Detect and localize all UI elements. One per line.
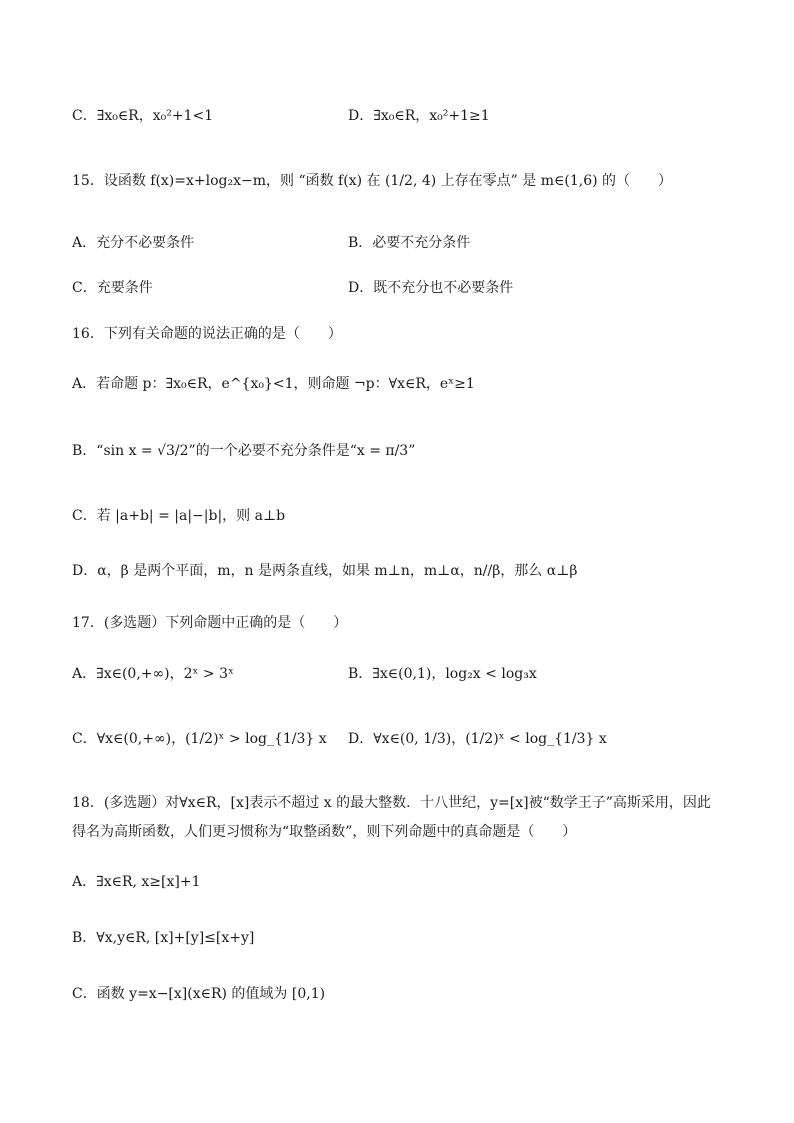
q17-option-c: C．∀x∈(0,+∞)，(1/2)ˣ > log_{1/3} x <box>72 731 327 747</box>
q15-option-c: C．充要条件 <box>72 280 153 296</box>
q14-option-c: C．∃x₀∈R，x₀²+1<1 <box>72 108 214 124</box>
q18-option-a: A．∃x∈R, x≥[x]+1 <box>72 874 201 890</box>
q17-option-a: A．∃x∈(0,+∞)，2ˣ > 3ˣ <box>72 666 234 682</box>
q17-option-d: D．∀x∈(0, 1/3)，(1/2)ˣ < log_{1/3} x <box>348 731 607 747</box>
q18-option-b: B．∀x,y∈R, [x]+[y]≤[x+y] <box>72 930 255 946</box>
q18-stem-line2: 得名为高斯函数，人们更习惯称为“取整函数”，则下列命题中的真命题是（ ） <box>72 824 577 840</box>
q16-option-b: B．“sin x = √3/2”的一个必要不充分条件是“x = π/3” <box>72 443 416 459</box>
q16-option-a: A．若命题 p：∃x₀∈R，e^{x₀}<1，则命题 ¬p：∀x∈R，eˣ≥1 <box>72 376 475 392</box>
q15-option-a: A．充分不必要条件 <box>72 235 195 251</box>
q14-option-d: D．∃x₀∈R，x₀²+1≥1 <box>348 108 490 124</box>
q15-option-b: B．必要不充分条件 <box>348 235 471 251</box>
q18-stem-line1: 18．(多选题）对∀x∈R，[x]表示不超过 x 的最大整数．十八世纪，y=[x]被“数学王子”高斯采用，因此 <box>72 795 711 811</box>
q18-option-c: C．函数 y=x−[x](x∈R) 的值域为 [0,1) <box>72 986 326 1002</box>
q16-stem: 16．下列有关命题的说法正确的是（ ） <box>72 326 342 342</box>
q15-option-d: D．既不充分也不必要条件 <box>348 280 514 296</box>
q16-option-c: C．若 |a+b| = |a|−|b|，则 a⊥b <box>72 508 286 524</box>
q17-stem: 17．(多选题）下列命题中正确的是（ ） <box>72 615 348 631</box>
q17-option-b: B．∃x∈(0,1)，log₂x < log₃x <box>348 666 537 682</box>
q16-option-d: D．α，β 是两个平面，m，n 是两条直线，如果 m⊥n，m⊥α，n//β，那么 α⊥β <box>72 563 578 579</box>
q15-stem: 15．设函数 f(x)=x+log₂x−m，则 “函数 f(x) 在 (1/2, 4) 上存在零点” 是 m∈(1,6) 的（ ） <box>72 173 673 189</box>
